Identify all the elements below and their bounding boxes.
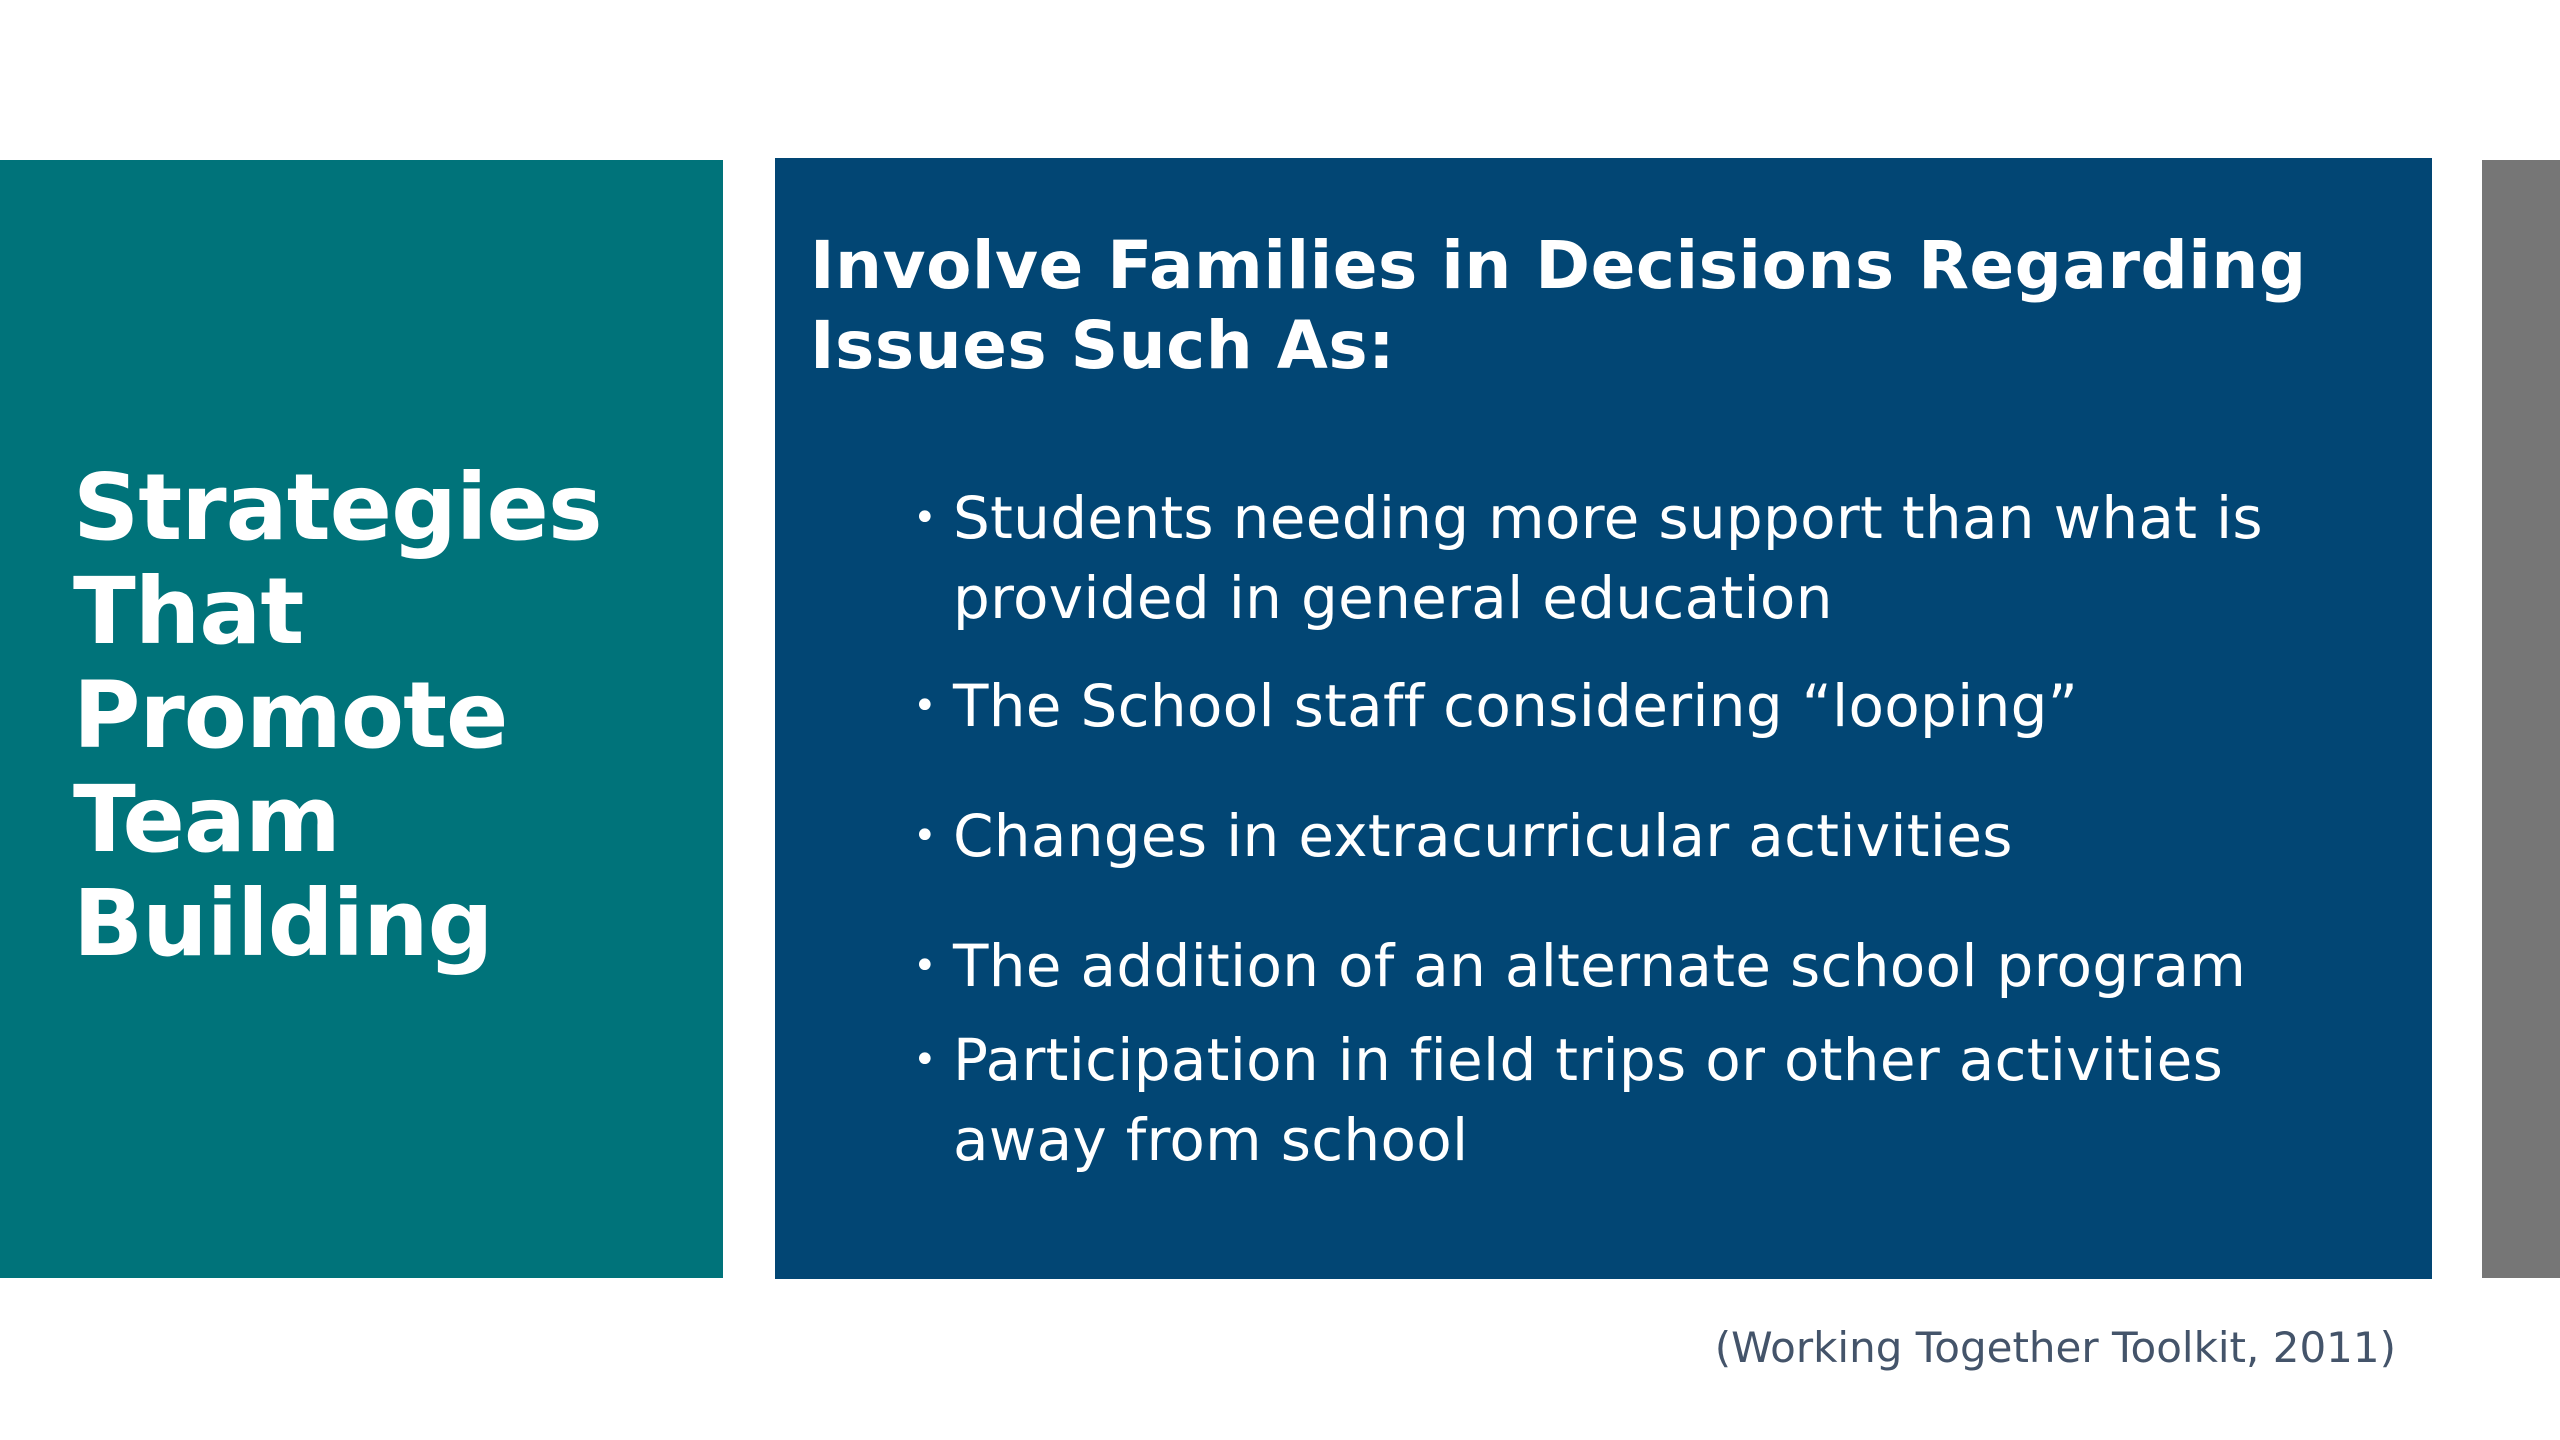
list-item [913,926,2393,1006]
bullet-text: Changes in extracurricular activities [953,802,2013,870]
content-heading: Involve Families in Decisions Regarding Issues Such As: [810,227,2307,384]
bullet-text: Students needing more support than what is provided in general education [953,484,2263,632]
bullet-icon: • [913,813,937,859]
list-item [913,478,2393,638]
list-item [913,796,2393,876]
bullet-list [913,478,2393,1180]
bullet-text: Participation in field trips or other activities away from school [953,1026,2224,1174]
bullet-text: The School staff considering “looping” [953,672,2079,740]
bullet-icon: • [913,943,937,989]
bullet-icon: • [913,683,937,729]
bullet-icon: • [913,495,937,541]
list-item [913,1020,2393,1180]
citation: (Working Together Toolkit, 2011) [1714,1323,2396,1372]
slide-title: Strategies That Promote Team Building [73,454,602,977]
bullet-icon: • [913,1037,937,1083]
list-item [913,666,2393,746]
accent-bar [2482,160,2560,1278]
bullet-text: The addition of an alternate school program [953,932,2247,1000]
